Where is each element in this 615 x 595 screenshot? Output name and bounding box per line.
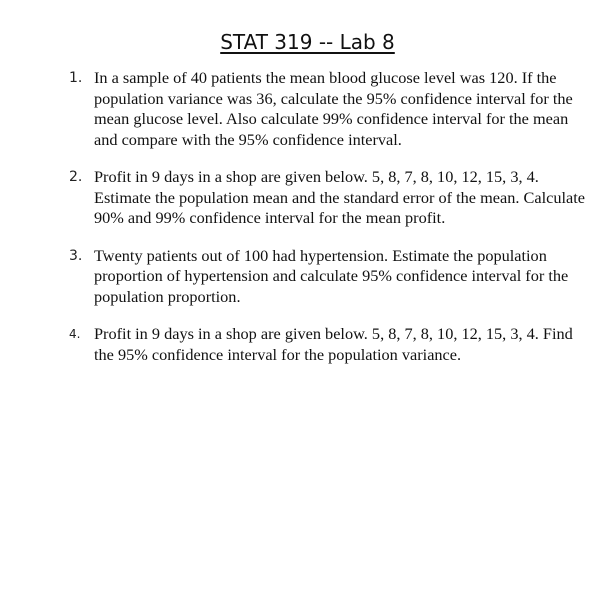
- question-text: In a sample of 40 patients the mean blood glucose level was 120. If the population variance was 36, calculate the 95% confidence interval for the mean glucose level. Also calculate 99% confidence interval for the mean and compare with the 95% confidence interval.: [94, 68, 573, 149]
- question-text: Profit in 9 days in a shop are given below. 5, 8, 7, 8, 10, 12, 15, 3, 4. Find the 95% confidence interval for the population variance.: [94, 324, 573, 364]
- question-item-4: [0, 324, 615, 365]
- question-number: 4.: [69, 327, 81, 341]
- question-item-3: [0, 246, 615, 308]
- question-number: 3.: [69, 247, 83, 264]
- question-text: Profit in 9 days in a shop are given below. 5, 8, 7, 8, 10, 12, 15, 3, 4. Estimate the population mean and the standard error of the mean. Calculate 90% and 99% confidence interval for the mean profit.: [94, 167, 585, 227]
- question-number: 2.: [69, 169, 83, 185]
- question-item-2: [0, 167, 615, 229]
- question-text: Twenty patients out of 100 had hypertension. Estimate the population proportion of hypertension and calculate 95% confidence interval for the population proportion.: [94, 245, 569, 306]
- question-number: 1.: [69, 70, 83, 86]
- question-item-1: [0, 68, 615, 150]
- question-list: [0, 68, 615, 382]
- page-title: STAT 319 -- Lab 8: [220, 30, 395, 54]
